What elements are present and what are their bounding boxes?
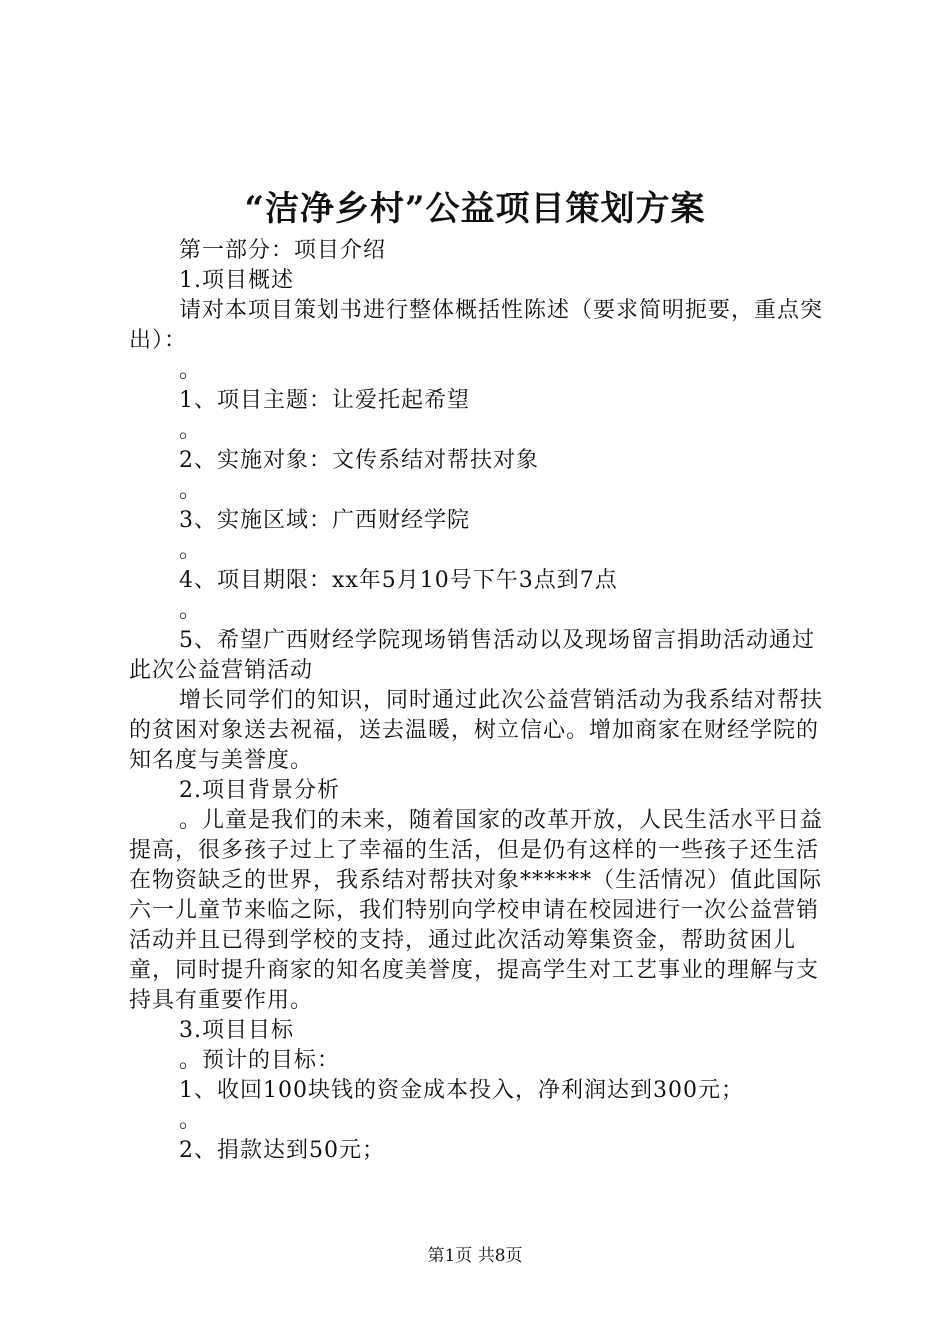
- paragraph: 。预计的目标：: [179, 1048, 341, 1073]
- document-title: “洁净乡村”公益项目策划方案: [244, 189, 706, 229]
- subsection-heading: 2.项目背景分析: [179, 778, 340, 803]
- subsection-heading: 1.项目概述: [179, 268, 294, 293]
- paragraph: 2、捐款达到50元；: [179, 1138, 385, 1163]
- paragraph-mark: 。: [179, 358, 203, 383]
- paragraph: 4、项目期限：xx年5月10号下午3点到7点: [179, 568, 618, 593]
- paragraph-mark: 。: [179, 418, 203, 443]
- paragraph: 。儿童是我们的未来，随着国家的改革开放，人民生活水平日益提高，很多孩子过上了幸福的生活，但是仍有这样的一些孩子还生活在物资缺乏的世界，我系结对帮扶对象******（生活情况）值此国际六一儿童节来临之际，我们特别向学校申请在校园进行一次公益营销活动并且已得到学校的支持，通过此次活动筹集资金，帮助贫困儿童，同时提升商家的知名度美誉度，提高学生对工艺事业的理解与支持具有重要作用。: [129, 808, 824, 1013]
- paragraph: 1、项目主题：让爱托起希望: [179, 388, 470, 413]
- paragraph-mark: 。: [179, 1108, 203, 1133]
- paragraph: 2、实施对象：文传系结对帮扶对象: [179, 448, 539, 473]
- page-number-footer: 第1页 共8页: [427, 1246, 523, 1266]
- paragraph-mark: 。: [179, 538, 203, 563]
- section-heading: 第一部分：项目介绍: [179, 238, 387, 263]
- paragraph: 增长同学们的知识，同时通过此次公益营销活动为我系结对帮扶的贫困对象送去祝福，送去温暖，树立信心。增加商家在财经学院的知名度与美誉度。: [129, 688, 824, 773]
- paragraph: 1、收回100块钱的资金成本投入，净利润达到300元；: [179, 1078, 744, 1103]
- subsection-heading: 3.项目目标: [179, 1018, 294, 1043]
- paragraph-mark: 。: [179, 478, 203, 503]
- paragraph: 5、希望广西财经学院现场销售活动以及现场留言捐助活动通过此次公益营销活动: [129, 628, 815, 683]
- document-body: [129, 236, 831, 1166]
- paragraph: 3、实施区域：广西财经学院: [179, 508, 470, 533]
- paragraph-mark: 。: [179, 598, 203, 623]
- paragraph: 请对本项目策划书进行整体概括性陈述（要求简明扼要，重点突出）：: [129, 298, 824, 353]
